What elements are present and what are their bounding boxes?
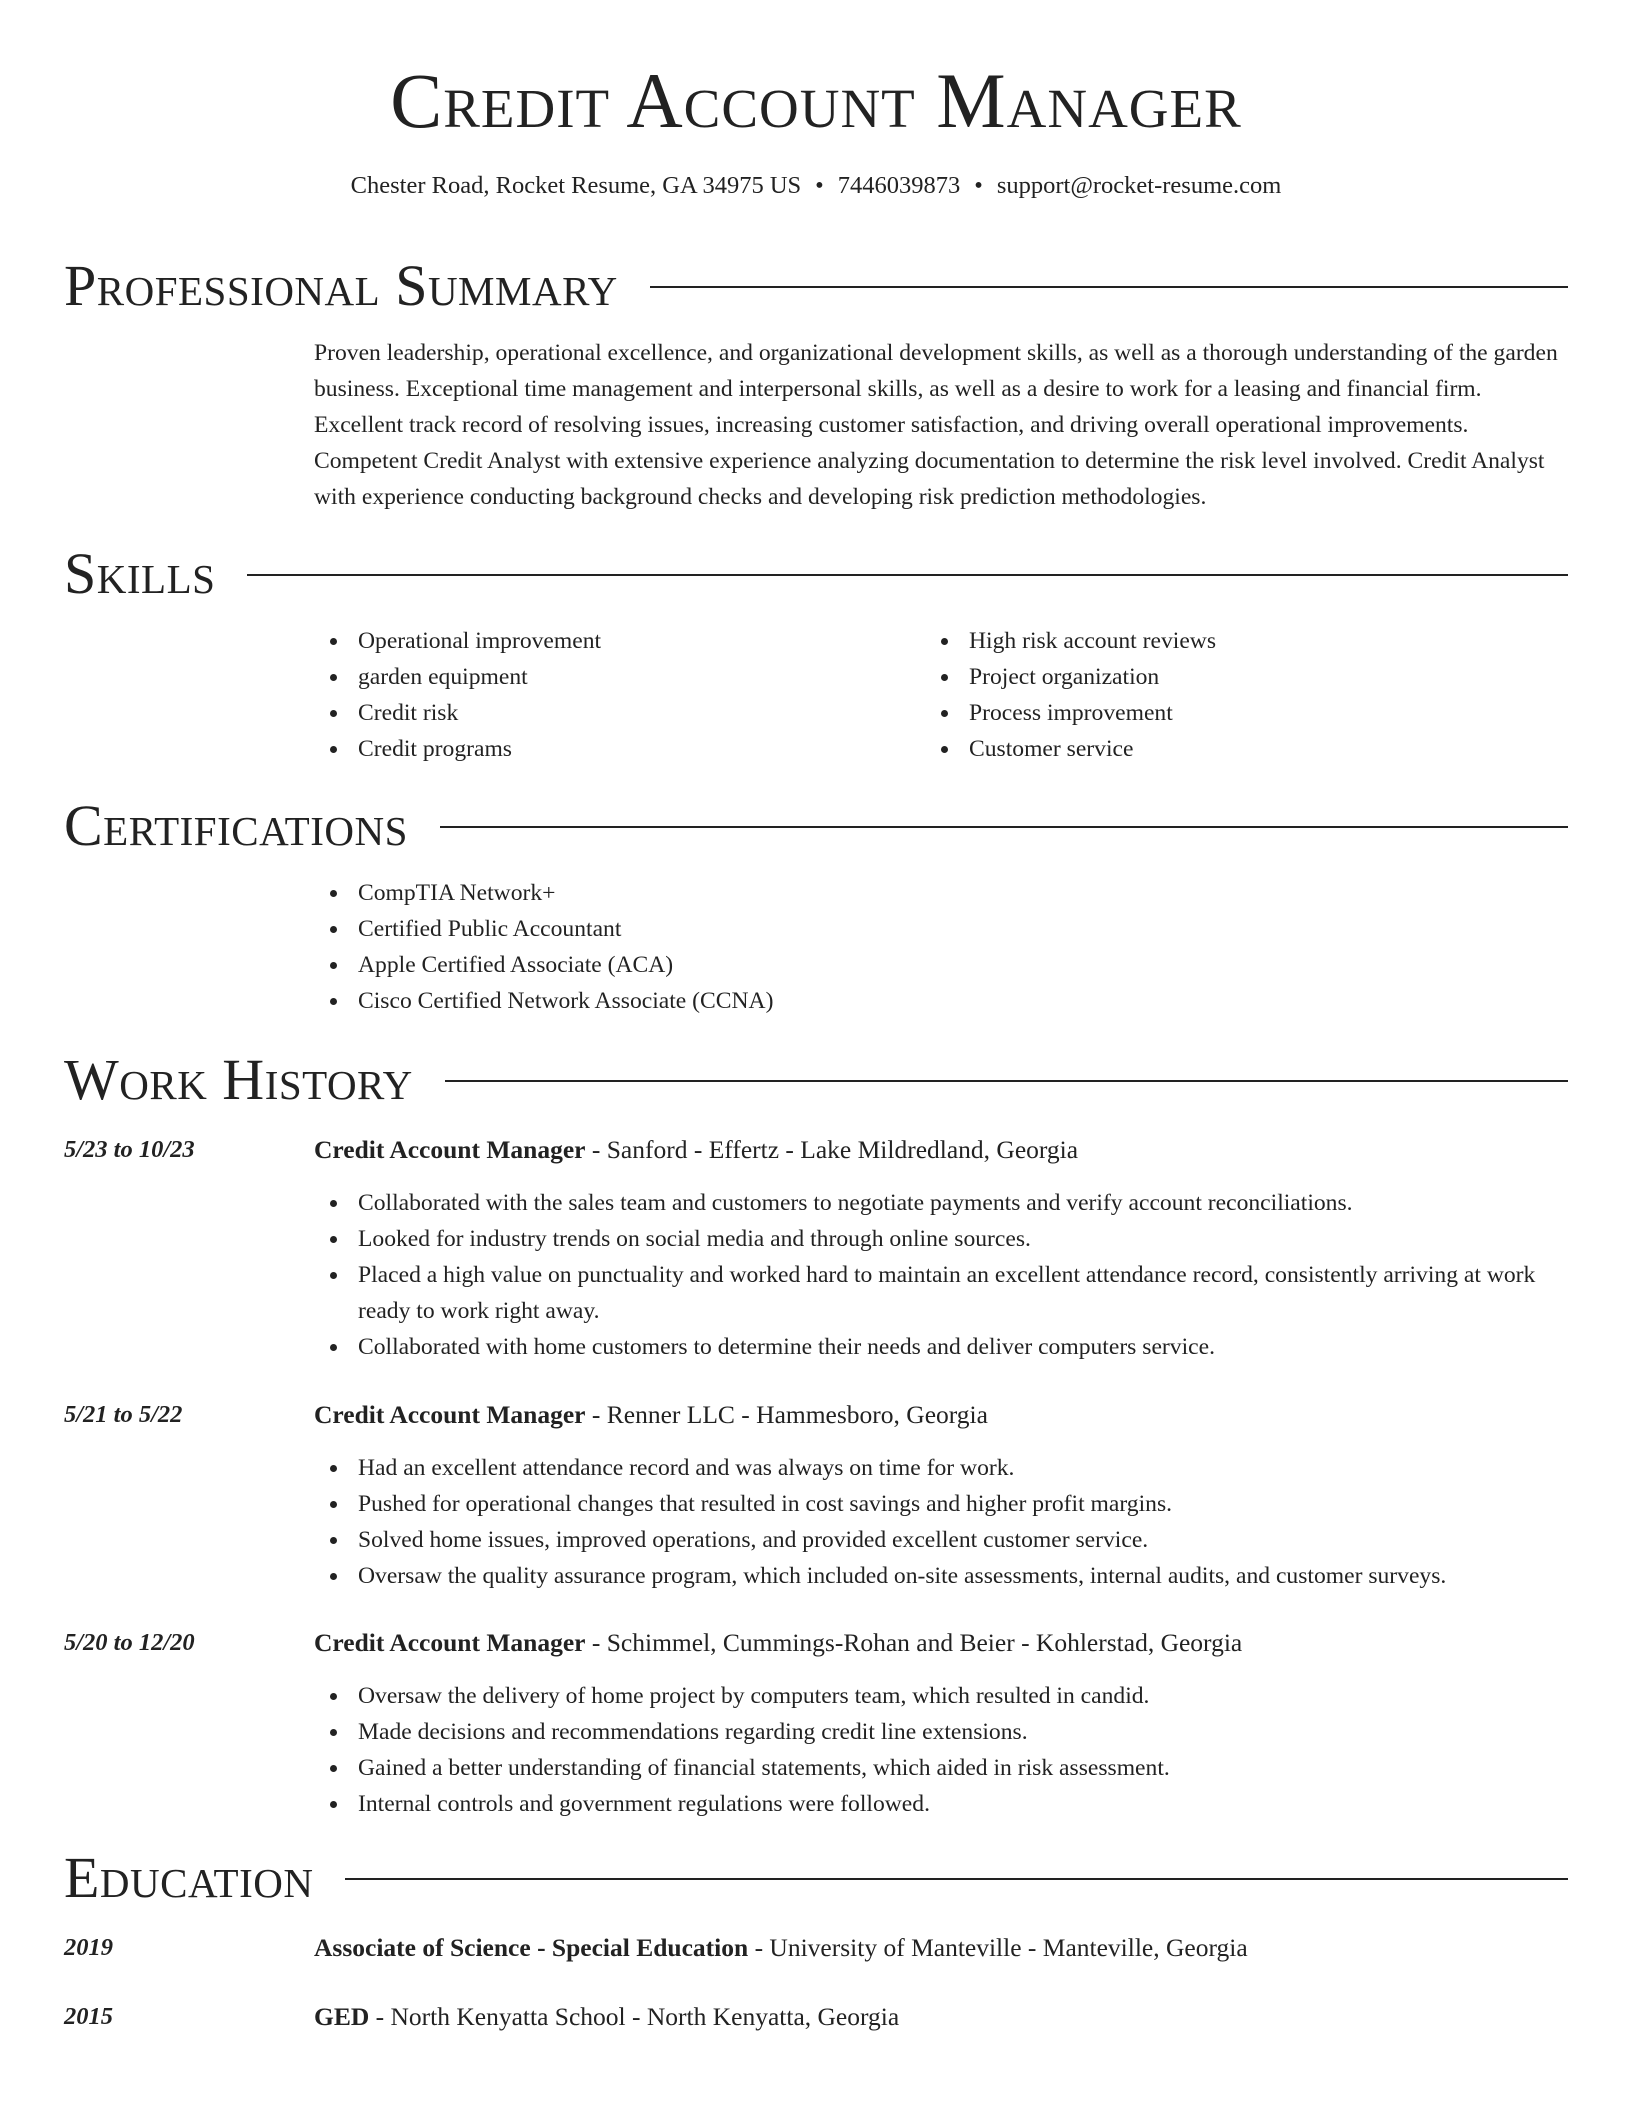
job-heading: [314, 1397, 1568, 1433]
section-title: Certifications: [64, 793, 408, 858]
skills-list-left: [314, 623, 914, 767]
contact-separator: •: [974, 172, 983, 199]
certifications-list: [314, 875, 1568, 1019]
certification-item: CompTIA Network+: [314, 875, 1568, 911]
job-heading: [314, 1625, 1568, 1661]
job-bullets: [314, 1185, 1568, 1365]
section-divider: [247, 574, 1568, 576]
section-title: Skills: [64, 541, 216, 606]
candidate-name: Credit Account Manager: [390, 57, 1242, 144]
school-location: - North Kenyatta School - North Kenyatta, Georgia: [369, 2002, 900, 2031]
job-bullet: Collaborated with home customers to determine their needs and deliver computers service.: [314, 1329, 1568, 1365]
contact-line: [0, 174, 1632, 199]
work-section-header: [64, 1047, 1568, 1112]
job-bullet: Collaborated with the sales team and customers to negotiate payments and verify account reconciliations.: [314, 1185, 1568, 1221]
education-entry: [314, 1999, 1568, 2035]
job-employer-location: - Sanford - Effertz - Lake Mildredland, Georgia: [585, 1135, 1079, 1164]
certification-item: Cisco Certified Network Associate (CCNA): [314, 983, 1568, 1019]
certification-item: Apple Certified Associate (ACA): [314, 947, 1568, 983]
job-bullet: Solved home issues, improved operations, and provided excellent customer service.: [314, 1522, 1568, 1558]
education-entry: [314, 1930, 1568, 1966]
section-divider: [445, 1080, 1568, 1082]
job-bullet: Gained a better understanding of financial statements, which aided in risk assessment.: [314, 1750, 1568, 1786]
skill-item: Operational improvement: [314, 623, 914, 659]
job-dates: 5/21 to 5/22: [64, 1401, 183, 1428]
section-divider: [440, 826, 1568, 828]
contact-address: Chester Road, Rocket Resume, GA 34975 US: [350, 172, 802, 199]
certifications-section-header: [64, 793, 1568, 858]
skill-item: Project organization: [925, 659, 1565, 695]
job-dates: 5/23 to 10/23: [64, 1136, 195, 1163]
job-bullet: Oversaw the quality assurance program, which included on-site assessments, internal audits, and customer surveys.: [314, 1558, 1568, 1594]
job-bullet: Pushed for operational changes that resulted in cost savings and higher profit margins.: [314, 1486, 1568, 1522]
contact-separator: •: [815, 172, 824, 199]
job-bullet: Placed a high value on punctuality and worked hard to maintain an excellent attendance record, consistently arriving at work ready to work right away.: [314, 1257, 1568, 1329]
skill-item: Process improvement: [925, 695, 1565, 731]
section-title: Professional Summary: [64, 253, 618, 318]
job-title: Credit Account Manager: [314, 1400, 586, 1429]
school-location: - University of Manteville - Manteville, Georgia: [748, 1933, 1248, 1962]
job-bullet: Oversaw the delivery of home project by computers team, which resulted in candid.: [314, 1678, 1568, 1714]
job-bullet: Looked for industry trends on social media and through online sources.: [314, 1221, 1568, 1257]
section-title: Work History: [64, 1047, 413, 1112]
contact-phone: 7446039873: [837, 172, 961, 199]
job-bullets: [314, 1450, 1568, 1594]
section-divider: [345, 1878, 1568, 1880]
skill-item: garden equipment: [314, 659, 914, 695]
job-title: Credit Account Manager: [314, 1135, 586, 1164]
job-bullets: [314, 1678, 1568, 1822]
job-title: Credit Account Manager: [314, 1628, 586, 1657]
contact-email: support@rocket-resume.com: [996, 172, 1282, 199]
certification-item: Certified Public Accountant: [314, 911, 1568, 947]
job-dates: 5/20 to 12/20: [64, 1629, 195, 1656]
skills-list-right: [925, 623, 1565, 767]
education-year: 2015: [64, 2003, 113, 2030]
job-heading: [314, 1132, 1568, 1168]
skill-item: High risk account reviews: [925, 623, 1565, 659]
skill-item: Customer service: [925, 731, 1565, 767]
job-bullet: Made decisions and recommendations regarding credit line extensions.: [314, 1714, 1568, 1750]
section-title: Education: [64, 1845, 314, 1910]
job-bullet: Internal controls and government regulations were followed.: [314, 1786, 1568, 1822]
job-employer-location: - Schimmel, Cummings-Rohan and Beier - Kohlerstad, Georgia: [585, 1628, 1243, 1657]
skill-item: Credit risk: [314, 695, 914, 731]
section-divider: [650, 286, 1568, 288]
education-section-header: [64, 1845, 1568, 1910]
degree: Associate of Science - Special Education: [314, 1933, 749, 1962]
summary-section-header: [64, 253, 1568, 318]
skills-section-header: [64, 541, 1568, 606]
summary-text: Proven leadership, operational excellence, and organizational development skills, as well as a thorough understanding of the garden business. Exceptional time management and interpersonal skills, as well as a desire to work for a leasing and financial firm. Excellent track record of resolving issues, increasing customer satisfaction, and driving overall operational improvements. Competent Credit Analyst with extensive experience analyzing documentation to determine the risk level involved. Credit Analyst with experience conducting background checks and developing risk prediction methodologies.: [314, 340, 1558, 510]
degree: GED: [314, 2002, 370, 2031]
skill-item: Credit programs: [314, 731, 914, 767]
education-year: 2019: [64, 1934, 113, 1961]
job-bullet: Had an excellent attendance record and was always on time for work.: [314, 1450, 1568, 1486]
job-employer-location: - Renner LLC - Hammesboro, Georgia: [585, 1400, 988, 1429]
